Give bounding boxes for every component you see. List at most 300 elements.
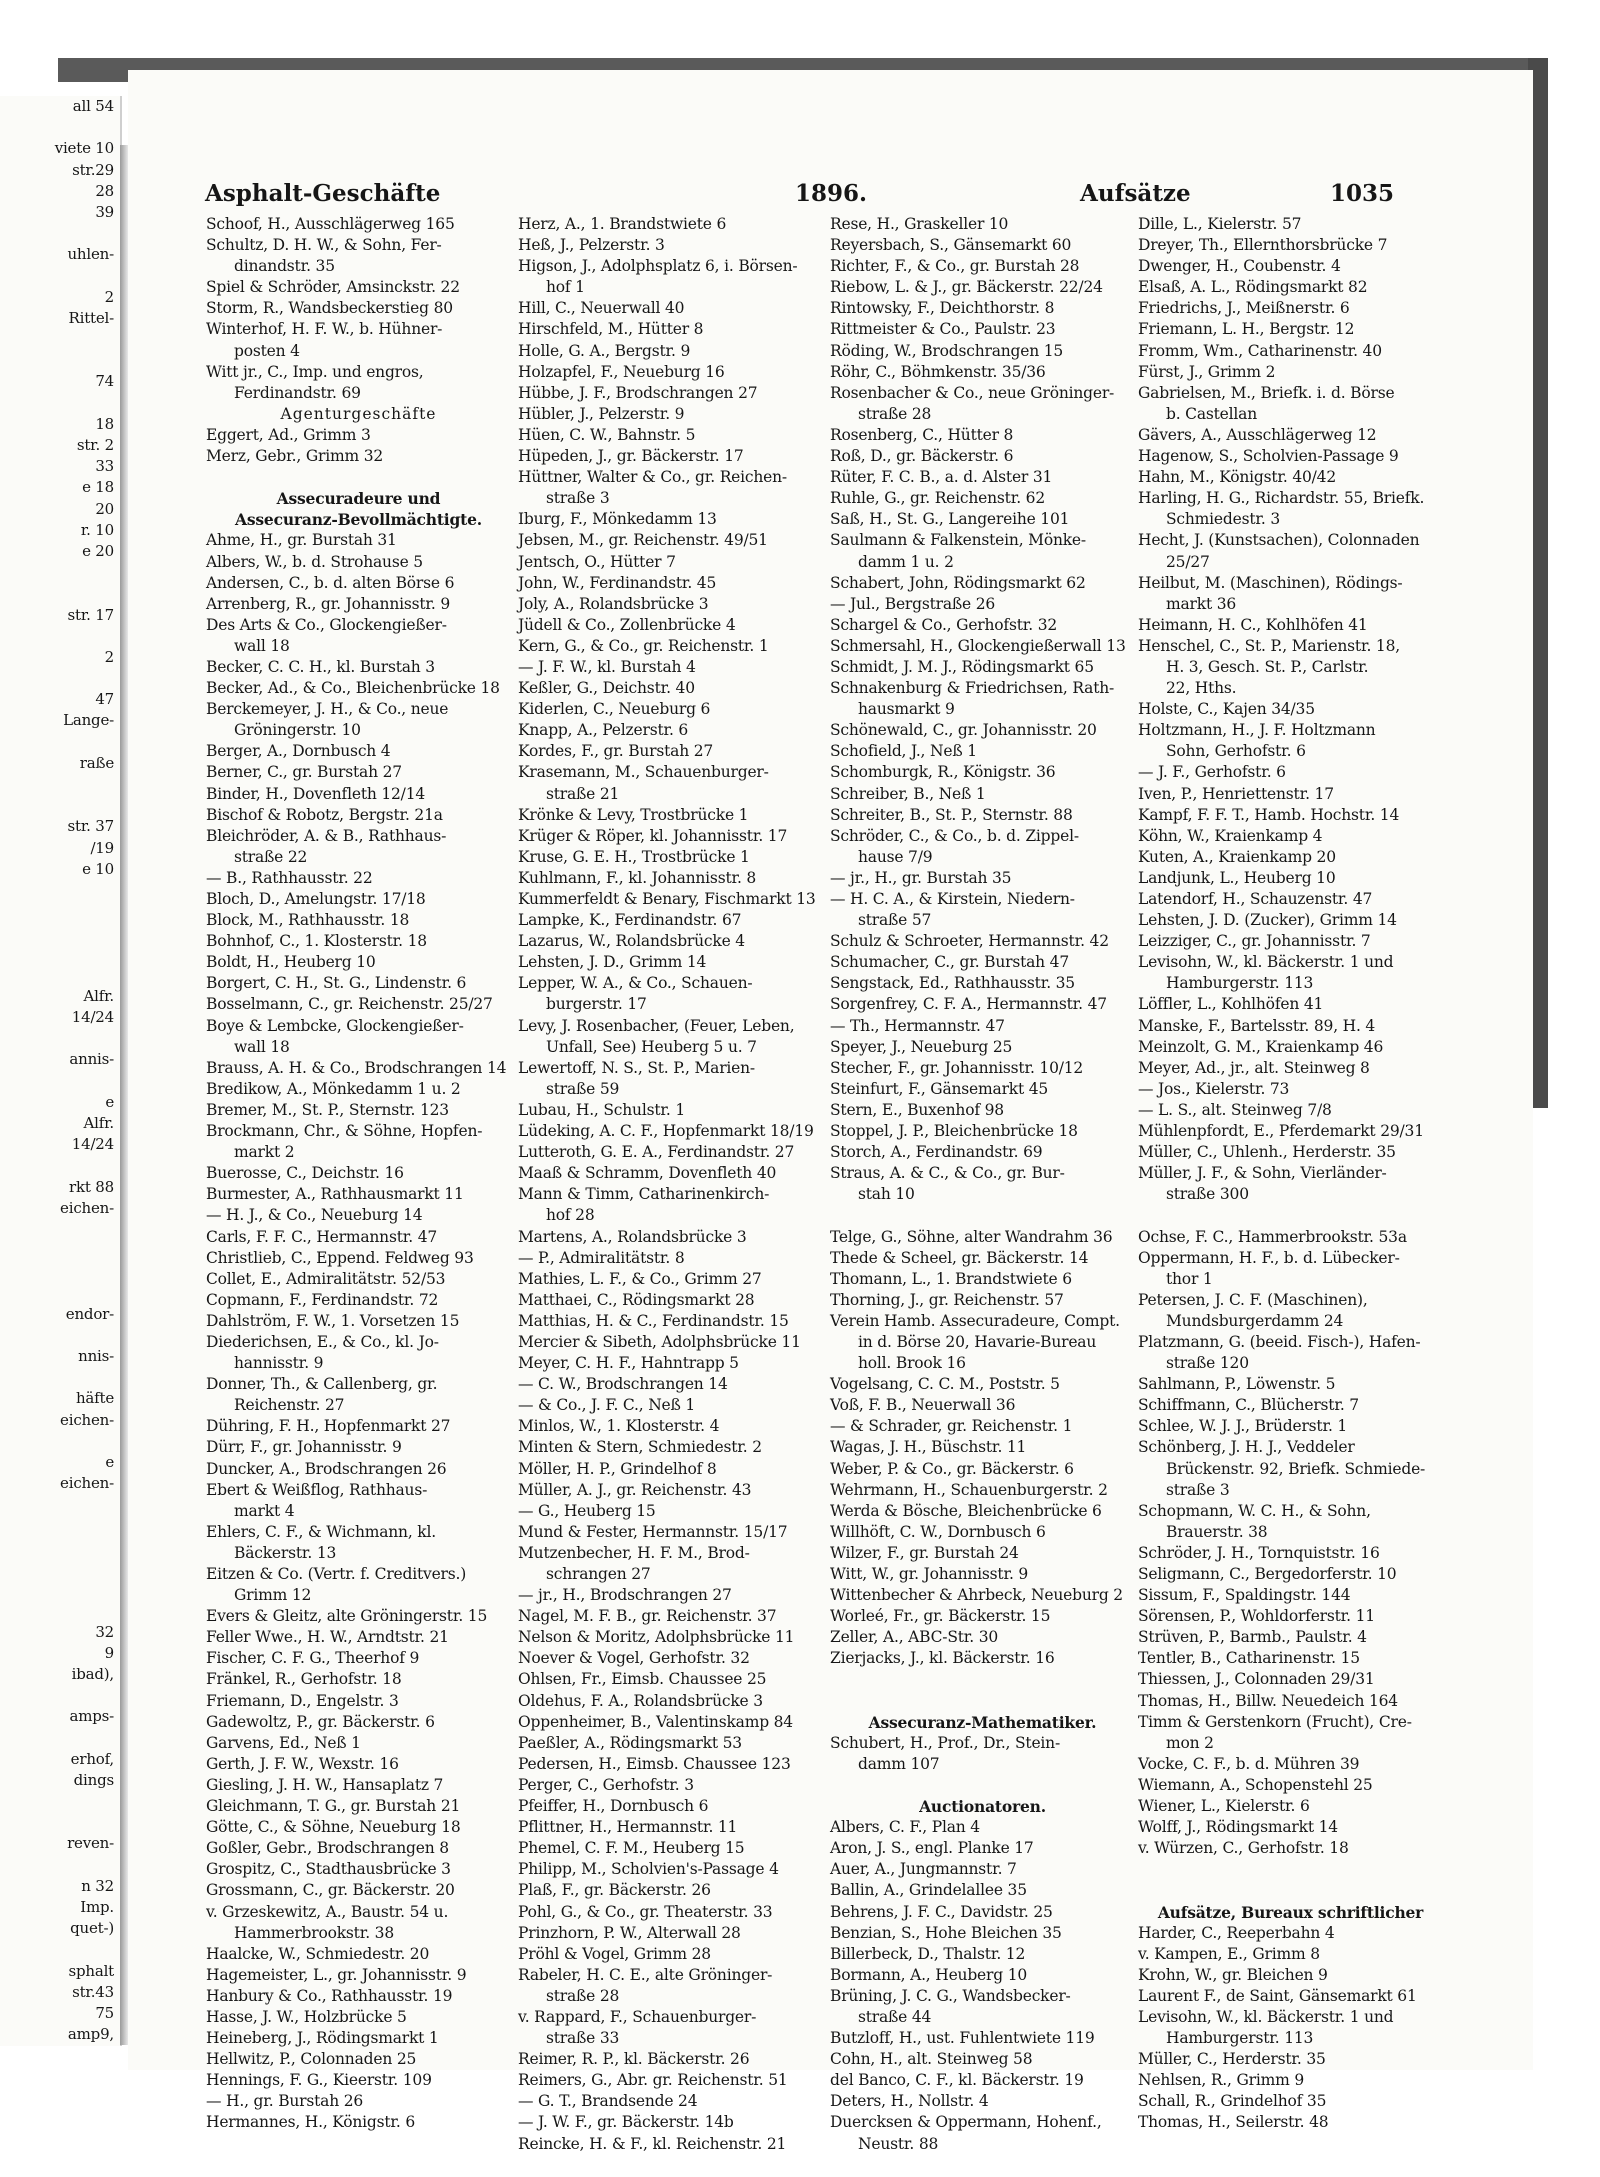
directory-entry-line: Pfeiffer, H., Dornbusch 6 <box>518 1797 709 1816</box>
page-header <box>205 180 1430 216</box>
header-left-title: Asphalt-Geschäfte <box>205 180 441 207</box>
directory-entry-line: hof 1 <box>546 278 585 297</box>
directory-entry-line: Schnakenburg & Friedrichsen, Rath- <box>830 679 1115 698</box>
directory-entry-line: Lehsten, J. D. (Zucker), Grimm 14 <box>1138 911 1397 930</box>
directory-entry-line: Meinzolt, G. M., Kraienkamp 46 <box>1138 1037 1384 1056</box>
directory-entry-line: Eggert, Ad., Grimm 3 <box>206 425 371 444</box>
previous-page-line: 20 <box>95 499 114 518</box>
previous-page-line <box>0 393 120 414</box>
previous-page-line <box>0 1240 120 1261</box>
column-1 <box>206 214 511 2132</box>
directory-entry-line: Wiemann, A., Schopenstehl 25 <box>1138 1775 1373 1794</box>
directory-entry-line: John, W., Ferdinandstr. 45 <box>518 573 717 592</box>
previous-page-line: 75 <box>95 2003 114 2022</box>
directory-entry-line: straße 3 <box>1166 1480 1230 1499</box>
directory-entry-line: Heß, J., Pelzerstr. 3 <box>518 236 665 255</box>
directory-entry-line: — Jul., Bergstraße 26 <box>830 594 996 613</box>
directory-entry-line: Wolff, J., Rödingsmarkt 14 <box>1138 1818 1338 1837</box>
directory-entry-line: Holste, C., Kajen 34/35 <box>1138 700 1315 719</box>
directory-entry-line: Rabeler, H. C. E., alte Gröninger- <box>518 1965 773 1984</box>
previous-page-line: 2 <box>104 287 114 306</box>
directory-entry-line: Ahme, H., gr. Burstah 31 <box>206 531 397 550</box>
directory-entry-line: Platzmann, G. (beeid. Fisch-), Hafen- <box>1138 1332 1421 1351</box>
directory-entry-line: Mann & Timm, Catharinenkirch- <box>518 1185 770 1204</box>
directory-entry-line: Grospitz, C., Stadthausbrücke 3 <box>206 1860 451 1879</box>
previous-page-line <box>0 668 120 689</box>
directory-entry-line: in d. Börse 20, Havarie-Bureau <box>858 1332 1097 1351</box>
directory-entry-line: Bormann, A., Heuberg 10 <box>830 1965 1028 1984</box>
directory-entry-line: mon 2 <box>1166 1733 1214 1752</box>
directory-entry-line: Brüning, J. C. G., Wandsbecker- <box>830 1986 1071 2005</box>
directory-entry-line: Riebow, L. & J., gr. Bäckerstr. 22/24 <box>830 278 1103 297</box>
directory-entry-line: Matthias, H. & C., Ferdinandstr. 15 <box>518 1311 789 1330</box>
directory-entry-line: Hamburgerstr. 113 <box>1166 2029 1314 2048</box>
directory-entry-line: Hamburgerstr. 113 <box>1166 974 1314 993</box>
previous-page-line <box>0 626 120 647</box>
directory-entry-line: Telge, G., Söhne, alter Wandrahm 36 <box>830 1227 1113 1246</box>
directory-entry-line: straße 33 <box>546 2029 620 2048</box>
section-heading: Assecuranz-Mathematiker. <box>868 1712 1097 1732</box>
previous-page-line: 33 <box>95 457 114 476</box>
directory-entry-line: burgerstr. 17 <box>546 995 647 1014</box>
previous-page-line: e <box>105 1092 114 1111</box>
previous-page-line <box>0 1325 120 1346</box>
directory-entry-line: — J. F., Gerhofstr. 6 <box>1138 763 1286 782</box>
directory-entry-line: Albers, W., b. d. Strohause 5 <box>206 552 423 571</box>
previous-page-line: all 54 <box>72 97 114 115</box>
directory-entry-line: Lüdeking, A. C. F., Hopfenmarkt 18/19 <box>518 1122 814 1141</box>
directory-entry-line: Dille, L., Kielerstr. 57 <box>1138 215 1302 233</box>
directory-entry-line: Prinzhorn, P. W., Alterwall 28 <box>518 1923 741 1942</box>
directory-entry-line: Buerosse, C., Deichstr. 16 <box>206 1164 404 1183</box>
directory-entry-line: Philipp, M., Scholvien's-Passage 4 <box>518 1860 779 1879</box>
directory-entry-line: Jebsen, M., gr. Reichenstr. 49/51 <box>518 531 768 550</box>
directory-entry-line: Gerth, J. F. W., Wexstr. 16 <box>206 1754 399 1773</box>
directory-entry-line: Dühring, F. H., Hopfenmarkt 27 <box>206 1417 451 1436</box>
directory-entry-line: — J. W. F., gr. Bäckerstr. 14b <box>518 2113 734 2132</box>
directory-entry-line: Brauerstr. 38 <box>1166 1522 1268 1541</box>
directory-entry-line: — H. J., & Co., Neueburg 14 <box>206 1206 423 1225</box>
directory-entry-line: Bleichröder, A. & B., Rathhaus- <box>206 826 447 845</box>
directory-entry-line: Oppermann, H. F., b. d. Lübecker- <box>1138 1248 1400 1267</box>
directory-entry-line: Bloch, D., Amelungstr. 17/18 <box>206 890 426 908</box>
directory-entry-line: Wittenbecher & Ahrbeck, Neueburg 2 <box>830 1586 1123 1605</box>
directory-entry-line: stah 10 <box>858 1185 915 1204</box>
directory-entry-line: Jüdell & Co., Zollenbrücke 4 <box>518 615 736 634</box>
directory-entry-line: Fromm, Wm., Catharinenstr. 40 <box>1138 341 1382 360</box>
directory-entry-line: Keßler, G., Deichstr. 40 <box>518 679 695 698</box>
directory-entry-line: Rintowsky, F., Deichthorstr. 8 <box>830 299 1055 318</box>
directory-entry-line: Straus, A. & C., & Co., gr. Bur- <box>830 1164 1065 1183</box>
directory-entry-line: Friemann, D., Engelstr. 3 <box>206 1691 399 1710</box>
previous-page-line: amp9, <box>67 2025 114 2044</box>
directory-entry-line: Müller, C., Uhlenh., Herderstr. 35 <box>1138 1143 1396 1162</box>
previous-page-line <box>0 1600 120 1621</box>
directory-entry-line: Winterhof, H. F. W., b. Hühner- <box>206 320 443 339</box>
directory-entry-line: Hahn, M., Königstr. 40/42 <box>1138 468 1336 487</box>
previous-page-line: 18 <box>95 414 114 433</box>
directory-entry-line: Iven, P., Henriettenstr. 17 <box>1138 784 1334 803</box>
directory-entry-line: straße 57 <box>858 911 932 930</box>
directory-entry-line: Heineberg, J., Rödingsmarkt 1 <box>206 2029 439 2048</box>
directory-entry-line: Rittmeister & Co., Paulstr. 23 <box>830 320 1056 339</box>
directory-entry-line: Ohlsen, Fr., Eimsb. Chaussee 25 <box>518 1670 767 1689</box>
previous-page-line <box>0 1537 120 1558</box>
directory-entry-line: wall 18 <box>234 636 290 655</box>
previous-page-line <box>0 1558 120 1579</box>
directory-entry-line: v. Grzeskewitz, A., Baustr. 54 u. <box>206 1902 449 1921</box>
directory-entry-line: Gröningerstr. 10 <box>234 721 361 740</box>
directory-entry-line: — L. S., alt. Steinweg 7/8 <box>1138 1100 1332 1119</box>
directory-entry-line: Holzapfel, F., Neueburg 16 <box>518 362 725 381</box>
previous-page-line: r. 10 <box>80 520 114 539</box>
previous-page-line: 9 <box>104 1643 114 1662</box>
directory-entry-line: straße 22 <box>234 847 308 866</box>
directory-entry-line: Martens, A., Rolandsbrücke 3 <box>518 1227 747 1246</box>
directory-entry-line: Thomann, L., 1. Brandstwiete 6 <box>830 1269 1072 1288</box>
directory-entry-line: Schall, R., Grindelhof 35 <box>1138 2092 1327 2111</box>
directory-entry-line: Krohn, W., gr. Bleichen 9 <box>1138 1965 1328 1984</box>
previous-page-line: 2 <box>104 647 114 666</box>
directory-entry-line: straße 28 <box>858 404 932 423</box>
previous-page-line: 47 <box>95 690 114 709</box>
directory-entry-line: Holle, G. A., Bergstr. 9 <box>518 341 691 360</box>
directory-entry-line: Hüen, C. W., Bahnstr. 5 <box>518 425 696 444</box>
directory-entry-line: Schröder, J. H., Tornquiststr. 16 <box>1138 1543 1380 1562</box>
directory-entry-line: Nelson & Moritz, Adolphsbrücke 11 <box>518 1628 795 1647</box>
directory-entry-line: H. 3, Gesch. St. P., Carlstr. <box>1166 657 1369 676</box>
directory-entry-line: Ehlers, C. F., & Wichmann, kl. <box>206 1522 436 1541</box>
directory-entry-line: Reimer, R. P., kl. Bäckerstr. 26 <box>518 2050 750 2069</box>
directory-entry-line: Plaß, F., gr. Bäckerstr. 26 <box>518 1881 711 1900</box>
directory-entry-line: Deters, H., Nollstr. 4 <box>830 2092 989 2111</box>
previous-page-line: Lange- <box>63 711 114 730</box>
directory-entry-line: hof 28 <box>546 1206 595 1225</box>
directory-entry-line: Saß, H., St. G., Langereihe 101 <box>830 510 1070 529</box>
previous-page-line: dings <box>73 1770 114 1789</box>
directory-entry-line: Diederichsen, E., & Co., kl. Jo- <box>206 1332 439 1351</box>
directory-entry-line: Collet, E., Admiralitätstr. 52/53 <box>206 1269 446 1288</box>
directory-entry-line: Speyer, J., Neueburg 25 <box>830 1037 1013 1056</box>
directory-entry-line: hause 7/9 <box>858 847 933 866</box>
directory-entry-line: Carls, F. F. C., Hermannstr. 47 <box>206 1227 438 1246</box>
directory-entry-line: damm 107 <box>858 1754 940 1773</box>
directory-entry-line: Reincke, H. & F., kl. Reichenstr. 21 <box>518 2134 787 2153</box>
directory-entry-line: Pedersen, H., Eimsb. Chaussee 123 <box>518 1754 791 1773</box>
previous-page-line: e <box>105 1453 114 1471</box>
directory-entry-line: Harder, C., Reeperbahn 4 <box>1138 1923 1335 1942</box>
previous-page-line: 39 <box>95 202 114 221</box>
directory-entry-line: Schopmann, W. C. H., & Sohn, <box>1138 1501 1371 1520</box>
previous-page-line: e 20 <box>82 541 114 560</box>
directory-entry-line: Krüger & Röper, kl. Johannisstr. 17 <box>518 826 788 845</box>
directory-entry-line: Mutzenbecher, H. F. M., Brod- <box>518 1543 750 1562</box>
directory-entry-line: Schönberg, J. H. J., Veddeler <box>1138 1438 1355 1457</box>
previous-page-line: ibad), <box>71 1664 114 1683</box>
section-heading: Assecuradeure und <box>276 489 441 509</box>
previous-page-fragment <box>0 96 122 2046</box>
directory-entry-line: Seligmann, C., Bergedorferstr. 10 <box>1138 1565 1397 1583</box>
directory-entry-line: Cohn, H., alt. Steinweg 58 <box>830 2050 1033 2069</box>
directory-entry-line: Evers & Gleitz, alte Gröningerstr. 15 <box>206 1607 488 1626</box>
directory-entry-line: damm 1 u. 2 <box>858 552 954 571</box>
directory-entry-line <box>1138 1859 1443 1880</box>
directory-entry-line: Hüttner, Walter & Co., gr. Reichen- <box>518 468 787 487</box>
directory-entry-line: Hellwitz, P., Colonnaden 25 <box>206 2050 417 2069</box>
directory-entry-line: straße 300 <box>1166 1185 1249 1204</box>
directory-entry-line: Paeßler, A., Rödingsmarkt 53 <box>518 1733 742 1752</box>
directory-entry-line: Rosenbacher & Co., neue Gröninger- <box>830 383 1115 402</box>
directory-entry-line: Landjunk, L., Heuberg 10 <box>1138 868 1336 887</box>
section-heading: Assecuranz-Bevollmächtigte. <box>235 510 482 530</box>
directory-entry-line: Gleichmann, T. G., gr. Burstah 21 <box>206 1797 461 1816</box>
previous-page-line: eichen- <box>60 1474 114 1493</box>
directory-entry-line: Haalcke, W., Schmiedestr. 20 <box>206 1944 430 1963</box>
directory-entry-line: Gabrielsen, M., Briefk. i. d. Börse <box>1138 383 1395 402</box>
directory-entry-line: Kordes, F., gr. Burstah 27 <box>518 742 714 761</box>
directory-entry-line <box>830 1691 1135 1712</box>
directory-entry-line: Willhöft, C. W., Dornbusch 6 <box>830 1522 1046 1541</box>
directory-entry-line: Thede & Scheel, gr. Bäckerstr. 14 <box>830 1248 1089 1267</box>
directory-entry-line: Löffler, L., Kohlhöfen 41 <box>1138 995 1324 1014</box>
directory-entry-line: — G., Heuberg 15 <box>518 1501 656 1520</box>
directory-entry-line: Rüter, F. C. B., a. d. Alster 31 <box>830 468 1053 487</box>
directory-entry-line: Brückenstr. 92, Briefk. Schmiede- <box>1166 1459 1426 1478</box>
directory-entry-line: Fränkel, R., Gerhofstr. 18 <box>206 1670 402 1689</box>
directory-entry-line: Jentsch, O., Hütter 7 <box>518 552 676 571</box>
directory-entry-line: markt 2 <box>234 1143 295 1162</box>
previous-page-line: annis- <box>69 1050 114 1069</box>
directory-entry-line: Arrenberg, R., gr. Johannisstr. 9 <box>206 594 451 613</box>
previous-page-line <box>0 117 120 138</box>
directory-entry-line: Berckemeyer, J. H., & Co., neue <box>206 700 449 719</box>
directory-entry-line: Matthaei, C., Rödingsmarkt 28 <box>518 1290 755 1309</box>
directory-entry-line: Hammerbrookstr. 38 <box>234 1923 394 1942</box>
directory-entry-line: Röhr, C., Böhmkenstr. 35/36 <box>830 362 1046 381</box>
directory-entry-line: — G. T., Brandsende 24 <box>518 2092 698 2111</box>
previous-page-line <box>0 1028 120 1049</box>
previous-page-line <box>0 1431 120 1452</box>
directory-entry-line: Higson, J., Adolphsplatz 6, i. Börsen- <box>518 257 798 276</box>
previous-page-line: eichen- <box>60 1410 114 1429</box>
directory-entry-line: Schönewald, C., gr. Johannisstr. 20 <box>830 721 1097 740</box>
directory-entry-line: Hennings, F. G., Kieerstr. 109 <box>206 2071 432 2090</box>
previous-page-line <box>0 1685 120 1706</box>
directory-entry-line: Brockmann, Chr., & Söhne, Hopfen- <box>206 1122 483 1141</box>
directory-entry-line: Schoof, H., Ausschlägerweg 165 <box>206 215 455 233</box>
directory-entry-line: Müller, A. J., gr. Reichenstr. 43 <box>518 1480 752 1499</box>
directory-entry-line: Witt jr., C., Imp. und engros, <box>206 362 424 381</box>
directory-entry-line: Bremer, M., St. P., Sternstr. 123 <box>206 1100 449 1119</box>
directory-entry-line: Berger, A., Dornbusch 4 <box>206 742 391 761</box>
previous-page-line: nnis- <box>78 1347 114 1366</box>
directory-entry-line: Sahlmann, P., Löwenstr. 5 <box>1138 1375 1336 1394</box>
directory-entry-line: Timm & Gerstenkorn (Frucht), Cre- <box>1138 1712 1412 1731</box>
directory-entry-line: hannisstr. 9 <box>234 1354 324 1373</box>
directory-entry-line: Christlieb, C., Eppend. Feldweg 93 <box>206 1248 474 1267</box>
directory-entry-line: Wehrmann, H., Schauenburgerstr. 2 <box>830 1480 1108 1499</box>
directory-entry-line: Hagenow, S., Scholvien-Passage 9 <box>1138 447 1399 466</box>
directory-entry-line: Levisohn, W., kl. Bäckerstr. 1 und <box>1138 953 1394 972</box>
previous-page-line: eichen- <box>60 1198 114 1217</box>
directory-entry-line: Kuten, A., Kraienkamp 20 <box>1138 847 1336 866</box>
previous-page-line <box>0 774 120 795</box>
previous-page-line: Alfr. <box>83 1114 114 1132</box>
directory-entry-line: Pflittner, H., Hermannstr. 11 <box>518 1818 738 1837</box>
directory-entry-line: Dahlström, F. W., 1. Vorsetzen 15 <box>206 1311 460 1330</box>
directory-entry-line: Joly, A., Rolandsbrücke 3 <box>518 594 709 613</box>
directory-entry-line: Becker, Ad., & Co., Bleichenbrücke 18 <box>206 679 500 698</box>
directory-entry-line: Voß, F. B., Neuerwall 36 <box>830 1396 1016 1415</box>
previous-page-line <box>0 1283 120 1304</box>
directory-entry-line: Elsaß, A. L., Rödingsmarkt 82 <box>1138 278 1368 297</box>
column-2 <box>518 214 823 2153</box>
previous-page-line <box>0 1855 120 1876</box>
directory-entry-line: schrangen 27 <box>546 1565 651 1583</box>
directory-entry-line: Schmersahl, H., Glockengießerwall 13 <box>830 636 1126 655</box>
previous-page-line <box>0 1494 120 1515</box>
directory-entry-line: Vocke, C. F., b. d. Mühren 39 <box>1138 1754 1360 1773</box>
directory-entry-line: Garvens, Ed., Neß 1 <box>206 1733 361 1752</box>
directory-entry-line: Schreiber, B., Neß 1 <box>830 784 986 803</box>
directory-entry-line: Hüpeden, J., gr. Bäckerstr. 17 <box>518 447 744 466</box>
directory-entry-line: — & Co., J. F. C., Neß 1 <box>518 1396 696 1415</box>
previous-page-line: Alfr. <box>83 986 114 1005</box>
directory-entry-line: Lazarus, W., Rolandsbrücke 4 <box>518 932 745 951</box>
directory-entry-line: Donner, Th., & Callenberg, gr. <box>206 1375 438 1394</box>
directory-entry-line: Hirschfeld, M., Hütter 8 <box>518 320 704 339</box>
directory-entry-line: Fürst, J., Grimm 2 <box>1138 362 1276 381</box>
directory-entry-line: Iburg, F., Mönkedamm 13 <box>518 510 717 529</box>
directory-entry-line: Copmann, F., Ferdinandstr. 72 <box>206 1290 439 1309</box>
directory-entry-line: Hanbury & Co., Rathhausstr. 19 <box>206 1986 453 2005</box>
directory-entry-line: Dwenger, H., Coubenstr. 4 <box>1138 257 1341 276</box>
previous-page-line: 28 <box>95 181 114 200</box>
directory-entry-line: straße 28 <box>546 1986 620 2005</box>
directory-entry-line: Schomburgk, R., Königstr. 36 <box>830 763 1056 782</box>
directory-entry-line: Krasemann, M., Schauenburger- <box>518 763 769 782</box>
directory-entry-line: Rosenberg, C., Hütter 8 <box>830 425 1014 444</box>
directory-entry-line: Borgert, C. H., St. G., Lindenstr. 6 <box>206 974 467 993</box>
directory-entry-line: Lampke, K., Ferdinandstr. 67 <box>518 911 742 930</box>
previous-page-line: e 18 <box>82 478 114 497</box>
directory-entry-line: markt 36 <box>1166 594 1237 613</box>
directory-entry-line: Gadewoltz, P., gr. Bäckerstr. 6 <box>206 1712 435 1731</box>
previous-page-line <box>0 965 120 986</box>
directory-entry-line: straße 21 <box>546 784 620 803</box>
directory-entry-line: Becker, C. C. H., kl. Burstah 3 <box>206 657 435 676</box>
directory-entry-line: Oldehus, F. A., Rolandsbrücke 3 <box>518 1691 763 1710</box>
directory-entry-line: — & Schrader, gr. Reichenstr. 1 <box>830 1417 1073 1436</box>
directory-entry-line: Hübbe, J. F., Brodschrangen 27 <box>518 383 758 402</box>
directory-entry-line: Ochse, F. C., Hammerbrookstr. 53a <box>1138 1227 1407 1246</box>
directory-entry-line: Reyersbach, S., Gänsemarkt 60 <box>830 236 1072 255</box>
directory-entry-line: — P., Admiralitätstr. 8 <box>518 1248 685 1267</box>
directory-entry-line: Manske, F., Bartelsstr. 89, H. 4 <box>1138 1016 1376 1035</box>
column-4 <box>1138 214 1443 2132</box>
directory-entry-line: Mathies, L. F., & Co., Grimm 27 <box>518 1269 762 1288</box>
directory-entry-line: Laurent F., de Saint, Gänsemarkt 61 <box>1138 1986 1417 2005</box>
directory-entry-line: Pohl, G., & Co., gr. Theaterstr. 33 <box>518 1902 773 1921</box>
previous-page-line: str.43 <box>72 1982 114 2001</box>
previous-page-line: raße <box>79 753 114 772</box>
directory-entry-line: Boye & Lembcke, Glockengießer- <box>206 1016 464 1035</box>
page-number: 1035 <box>1330 180 1395 207</box>
previous-page-line <box>0 1939 120 1960</box>
previous-page-line: endor- <box>65 1304 114 1323</box>
previous-page-line: Imp. <box>80 1897 114 1916</box>
directory-entry-line: Friemann, L. H., Bergstr. 12 <box>1138 320 1355 339</box>
directory-entry-line: Storch, A., Ferdinandstr. 69 <box>830 1143 1043 1162</box>
directory-entry-line: Hermannes, H., Königstr. 6 <box>206 2113 416 2132</box>
directory-entry-line: Bischof & Robotz, Bergstr. 21a <box>206 805 443 824</box>
directory-entry-line: Reichenstr. 27 <box>234 1396 345 1415</box>
directory-entry-line: Burmester, A., Rathhausmarkt 11 <box>206 1185 464 1204</box>
previous-page-line <box>0 901 120 922</box>
directory-entry-line: Ruhle, G., gr. Reichenstr. 62 <box>830 489 1045 508</box>
directory-entry-line: Sohn, Gerhofstr. 6 <box>1166 742 1306 761</box>
directory-entry-line: Vogelsang, C. C. M., Poststr. 5 <box>830 1375 1060 1394</box>
directory-entry-line: Schabert, John, Rödingsmarkt 62 <box>830 573 1086 592</box>
directory-entry-line: Leizziger, C., gr. Johannisstr. 7 <box>1138 932 1371 951</box>
previous-page-line <box>0 944 120 965</box>
previous-page-line: /19 <box>90 838 114 857</box>
directory-entry-line: Weber, P. & Co., gr. Bäckerstr. 6 <box>830 1459 1074 1478</box>
directory-entry-line: Mercier & Sibeth, Adolphsbrücke 11 <box>518 1332 801 1351</box>
directory-entry-line: Worleé, Fr., gr. Bäckerstr. 15 <box>830 1607 1051 1626</box>
directory-entry-line: Schulz & Schroeter, Hermannstr. 42 <box>830 932 1109 951</box>
directory-entry-line: straße 59 <box>546 1079 620 1098</box>
previous-page-line: 14/24 <box>71 1008 114 1027</box>
directory-entry-line: Möller, H. P., Grindelhof 8 <box>518 1459 717 1478</box>
previous-page-line: quet-) <box>70 1919 114 1938</box>
directory-entry-line: — B., Rathhausstr. 22 <box>206 868 373 887</box>
directory-entry-line: Schofield, J., Neß 1 <box>830 742 977 761</box>
directory-entry-line: Tentler, B., Catharinenstr. 15 <box>1138 1649 1360 1668</box>
directory-entry-line: Sengstack, Ed., Rathhausstr. 35 <box>830 974 1075 993</box>
directory-entry-line: Zierjacks, J., kl. Bäckerstr. 16 <box>830 1649 1055 1668</box>
directory-entry-line: markt 4 <box>234 1501 295 1520</box>
directory-entry-line: Zeller, A., ABC-Str. 30 <box>830 1628 999 1647</box>
directory-entry-line: Grossmann, C., gr. Bäckerstr. 20 <box>206 1881 455 1900</box>
directory-entry-line: Nagel, M. F. B., gr. Reichenstr. 37 <box>518 1607 777 1626</box>
directory-entry-line: Stern, E., Buxenhof 98 <box>830 1100 1004 1119</box>
previous-page-line: str. 37 <box>67 817 114 836</box>
directory-entry-line: Hecht, J. (Kunstsachen), Colonnaden <box>1138 531 1420 550</box>
directory-entry-line: Thomas, H., Seilerstr. 48 <box>1138 2113 1329 2132</box>
previous-page-line <box>0 1516 120 1537</box>
directory-entry-line: — Th., Hermannstr. 47 <box>830 1016 1005 1035</box>
directory-entry-line <box>830 1669 1135 1690</box>
previous-page-line <box>0 266 120 287</box>
previous-page-line: viete 10 <box>54 139 114 158</box>
directory-entry-line: Fischer, C. F. G., Theerhof 9 <box>206 1649 420 1668</box>
directory-entry-line: Noever & Vogel, Gerhofstr. 32 <box>518 1649 750 1668</box>
header-year: 1896. <box>795 180 868 207</box>
directory-entry-line: Behrens, J. F. C., Davidstr. 25 <box>830 1902 1053 1921</box>
directory-entry-line: Phemel, C. F. M., Heuberg 15 <box>518 1839 745 1858</box>
previous-page-line: amps- <box>69 1707 114 1726</box>
directory-entry-line: Schultz, D. H. W., & Sohn, Fer- <box>206 236 442 255</box>
directory-entry-line: Levisohn, W., kl. Bäckerstr. 1 und <box>1138 2007 1394 2026</box>
previous-page-line <box>0 1579 120 1600</box>
directory-entry-line: Petersen, J. C. F. (Maschinen), <box>1138 1290 1368 1309</box>
directory-entry-line: Kiderlen, C., Neueburg 6 <box>518 700 711 719</box>
directory-entry-line: Wilzer, F., gr. Burstah 24 <box>830 1543 1019 1562</box>
previous-page-line: sphalt <box>68 1961 114 1980</box>
directory-entry-line: Harling, H. G., Richardstr. 55, Briefk. <box>1138 489 1425 508</box>
directory-entry-line: posten 4 <box>234 341 300 360</box>
